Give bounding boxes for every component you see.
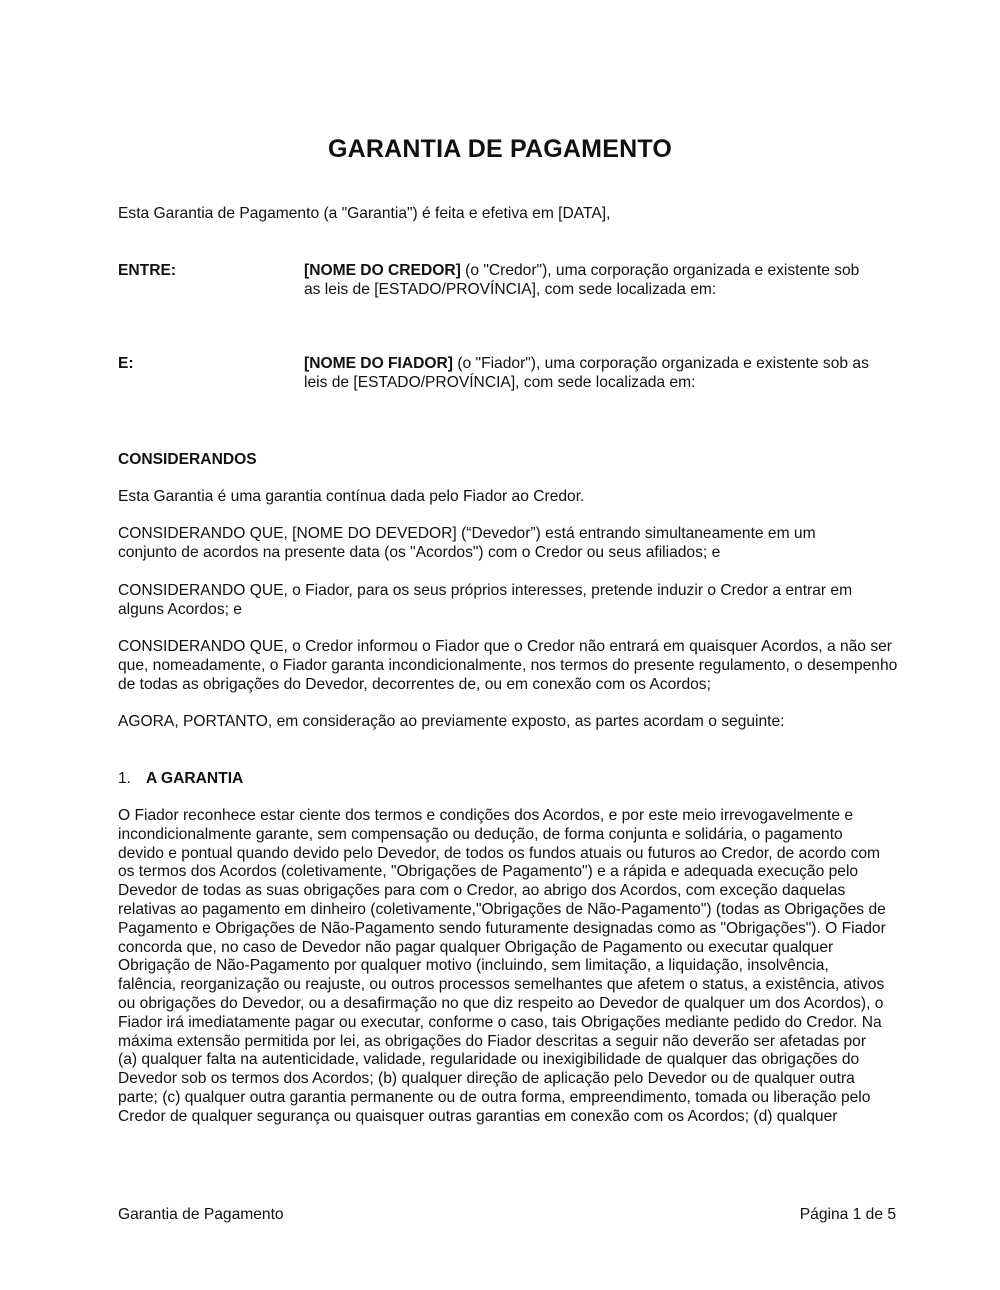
recital-paragraph: CONSIDERANDO QUE, o Fiador, para os seus próprios interesses, pretende induzir o Credor a entrar em alguns Acordos; e bbox=[118, 582, 853, 618]
party-name: [NOME DO FIADOR] bbox=[304, 355, 453, 372]
section-body: O Fiador reconhece estar ciente dos termos e condições dos Acordos, e por este meio irrevogavelmente e incondicionalmente garante, sem compensação ou dedução, de forma conjunta e solidária, o pagamento devido e pontual quando devido pelo Devedor, de todos os fundos atuais ou futuros ao Credor, de acordo com os termos dos Acordos (coletivamente, "Obrigações de Pagamento") e a rápida e adequada execução pelo Devedor de todas as suas obrigações para com o Credor, ao abrigo dos Acordos, com exceção daquelas relativas ao pagamento em dinheiro (coletivamente,"Obrigações de Não-Pagamento") (todas as Obrigações de Pagamento e Obrigações de Não-Pagamento sendo futuramente designadas como as "Obrigações"). O Fiador concorda que, no caso de Devedor não pagar qualquer Obrigação de Pagamento ou executar qualquer Obrigação de Não-Pagamento por qualquer motivo (incluindo, sem limitação, a liquidação, insolvência, falência, reorganização ou reajuste, ou outros processos semelhantes que afetem o status, a existência, ativos ou obrigações do Devedor, ou a desafirmação no que diz respeito ao Devedor de qualquer um dos Acordos), o Fiador irá imediatamente pagar ou executar, conforme o caso, tais Obrigações mediante pedido do Credor. Na máxima extensão permitida por lei, as obrigações do Fiador descritas a seguir não deverão ser afetadas por (a) qualquer falta na autenticidade, validade, regularidade ou inexigibilidade de qualquer das obrigações do Devedor sob os termos dos Acordos; (b) qualquer direção de aplicação pelo Devedor ou de qualquer outra parte; (c) qualquer outra garantia permanente ou de outra forma, empreendimento, tomada ou liberação pelo Credor de qualquer segurança ou quaisquer outras garantias em conexão com os Acordos; (d) qualquer bbox=[118, 807, 886, 1125]
party-details: (o "Credor"), uma corporação organizada e existente sob as leis de [ESTADO/PROVÍNCIA], com sede localizada em: bbox=[304, 262, 860, 298]
party-description bbox=[304, 355, 874, 393]
section-heading bbox=[118, 770, 888, 789]
party-label: E: bbox=[118, 355, 134, 372]
recitals-heading: CONSIDERANDOS bbox=[118, 451, 257, 468]
document-title: GARANTIA DE PAGAMENTO bbox=[327, 134, 673, 163]
footer-page-number: Página 1 de 5 bbox=[799, 1206, 896, 1223]
party-details: (o "Fiador"), uma corporação organizada e existente sob as leis de [ESTADO/PROVÍNCIA], com sede localizada em: bbox=[304, 355, 869, 391]
recital-paragraph: Esta Garantia é uma garantia contínua dada pelo Fiador ao Credor. bbox=[118, 488, 585, 505]
section-title: A GARANTIA bbox=[146, 770, 244, 787]
footer-document-name: Garantia de Pagamento bbox=[118, 1206, 284, 1223]
intro-paragraph: Esta Garantia de Pagamento (a "Garantia") é feita e efetiva em [DATA], bbox=[118, 205, 611, 222]
party-description bbox=[304, 262, 874, 300]
recital-paragraph: CONSIDERANDO QUE, [NOME DO DEVEDOR] (“Devedor”) está entrando simultaneamente em um conjunto de acordos na presente data (os "Acordos") com o Credor ou seus afiliados; e bbox=[118, 525, 816, 561]
recital-paragraph: AGORA, PORTANTO, em consideração ao previamente exposto, as partes acordam o seguinte: bbox=[118, 713, 785, 730]
recital-paragraph: CONSIDERANDO QUE, o Credor informou o Fiador que o Credor não entrará em quaisquer Acordos, a não ser que, nomeadamente, o Fiador garanta incondicionalmente, nos termos do presente regulamento, o desempenho de todas as obrigações do Devedor, decorrentes de, ou em conexão com os Acordos; bbox=[118, 638, 898, 693]
party-label: ENTRE: bbox=[118, 262, 177, 279]
section-number: 1. bbox=[118, 770, 132, 787]
party-name: [NOME DO CREDOR] bbox=[304, 262, 461, 279]
